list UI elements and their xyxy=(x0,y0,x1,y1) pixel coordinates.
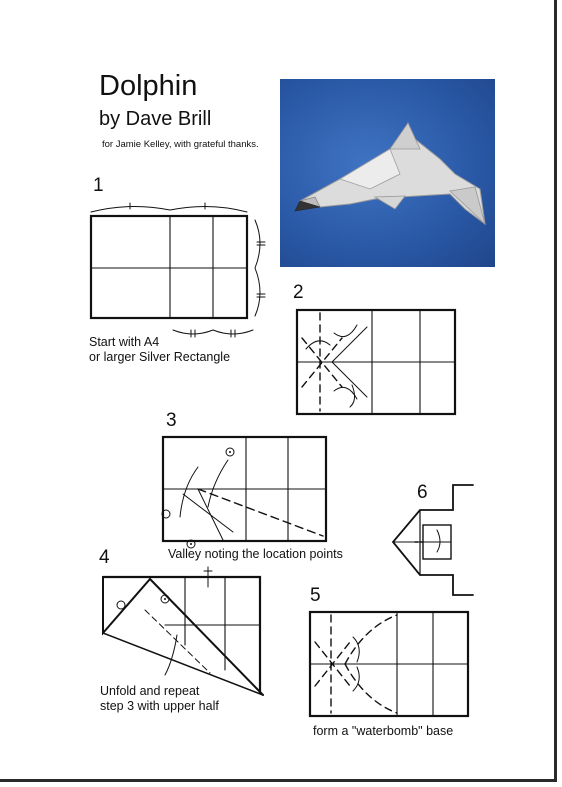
dolphin-photo xyxy=(280,79,495,267)
step-1-caption-line: or larger Silver Rectangle xyxy=(89,350,231,364)
step-5-diagram xyxy=(305,607,475,722)
step-1-diagram xyxy=(85,198,275,343)
step-1-number: 1 xyxy=(93,175,104,196)
step-3-caption xyxy=(168,547,343,562)
step-4-caption xyxy=(100,684,219,714)
step-1-caption-line: Start with A4 xyxy=(89,335,160,349)
step-4-caption-line: Unfold and repeat xyxy=(100,684,200,698)
step-4-diagram xyxy=(95,565,270,700)
step-1-caption xyxy=(89,335,230,365)
step-5-caption xyxy=(313,724,453,739)
step-6-diagram xyxy=(385,480,480,600)
dedication-text: for Jamie Kelley, with grateful thanks. xyxy=(102,139,259,150)
dolphin-model-image xyxy=(280,79,495,267)
step-5-number: 5 xyxy=(310,585,321,606)
step-4-number: 4 xyxy=(99,547,110,568)
step-5-caption-line: form a "waterbomb" base xyxy=(313,724,454,738)
step-3-caption-line: Valley noting the location points xyxy=(168,547,343,561)
step-6-number: 6 xyxy=(417,482,428,503)
step-2-diagram xyxy=(292,305,462,420)
step-2-number: 2 xyxy=(293,282,304,303)
step-3-number: 3 xyxy=(166,410,177,431)
step-3-diagram xyxy=(158,432,333,547)
page-title: Dolphin xyxy=(99,70,198,102)
author-byline: by Dave Brill xyxy=(99,108,212,130)
step-4-caption-line: step 3 with upper half xyxy=(100,699,219,713)
